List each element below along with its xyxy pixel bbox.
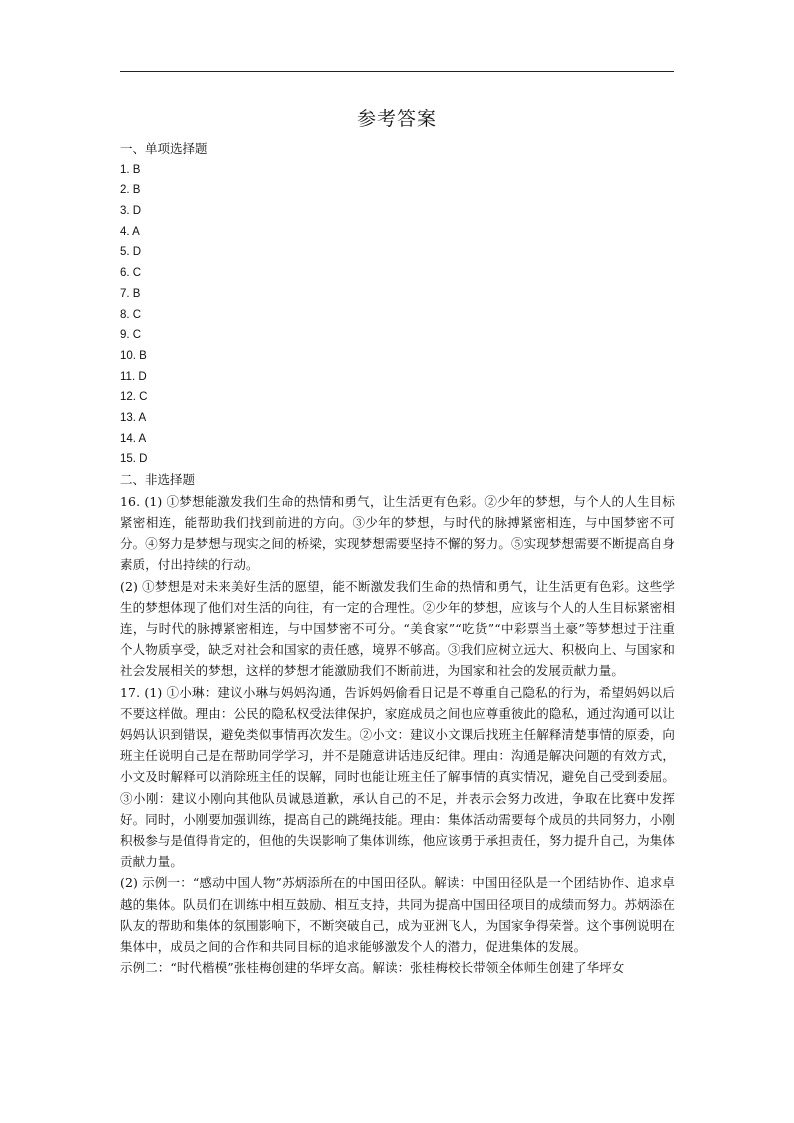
answer-paragraph-17-2-example-1: (2) 示例一：“感动中国人物”苏炳添所在的中国田径队。解读：中国田径队是一个团结协作、追求卓越的集体。队员们在训练中相互鼓励、相互支持，共同为提高中国田径项目的成绩而努力。苏炳添在队友的帮助和集体的氛围影响下，不断突破自己，成为亚洲飞人，为国家争得荣誉。这个事例说明在集体中，成员之间的合作和共同目标的追求能够激发个人的潜力，促进集体的发展。 [120, 875, 675, 954]
answer-content [120, 139, 675, 978]
section-heading-nonchoice: 二、非选择题 [120, 472, 196, 487]
choice-answer: 10. B [120, 349, 147, 362]
choice-answer: 12. C [120, 391, 148, 404]
choice-answer: 1. B [120, 163, 141, 176]
choice-answer-list [120, 160, 675, 470]
header-rule [120, 71, 674, 72]
choice-answer: 2. B [120, 184, 141, 197]
section-heading-choice: 一、单项选择题 [120, 141, 208, 156]
choice-answer: 13. A [120, 411, 147, 424]
choice-answer: 8. C [120, 308, 142, 321]
page-title: 参考答案 [356, 108, 437, 130]
choice-answer: 9. C [120, 329, 142, 342]
choice-answer: 6. C [120, 267, 142, 280]
choice-answer: 11. D [120, 370, 147, 383]
choice-answer: 15. D [120, 453, 148, 466]
nonchoice-answers [120, 491, 675, 979]
answer-paragraph-17-1: 17. (1) ①小琳：建议小琳与妈妈沟通，告诉妈妈偷看日记是不尊重自己隐私的行为，希望妈妈以后不要这样做。理由：公民的隐私权受法律保护，家庭成员之间也应尊重彼此的隐私，通过沟通可以让妈妈认识到错误，避免类似事情再次发生。②小文：建议小文课后找班主任解释清楚事情的原委，向班主任说明自己是在帮助同学学习，并不是随意讲话违反纪律。理由：沟通是解决问题的有效方式，小文及时解释可以消除班主任的误解，同时也能让班主任了解事情的真实情况，避免自己受到委屈。③小刚：建议小刚向其他队员诚恳道歉，承认自己的不足，并表示会努力改进，争取在比赛中发挥好。同时，小刚要加强训练，提高自己的跳绳技能。理由：集体活动需要每个成员的共同努力，小刚积极参与是值得肯定的，但他的失误影响了集体训练，他应该勇于承担责任，努力提升自己，为集体贡献力量。 [120, 684, 675, 870]
choice-answer: 3. D [120, 205, 142, 218]
answer-paragraph-16-2: (2) ①梦想是对未来美好生活的愿望，能不断激发我们生命的热情和勇气，让生活更有色彩。这些学生的梦想体现了他们对生活的向往，有一定的合理性。②少年的梦想，应该与个人的人生目标紧密相连，与时代的脉搏紧密相连，与中国梦密不可分。“美食家”“吃货”“中彩票当土豪”等梦想过于注重个人物质享受，缺乏对社会和国家的责任感，境界不够高。③我们应树立远大、积极向上、与国家和社会发展相关的梦想，这样的梦想才能激励我们不断前进，为国家和社会的发展贡献力量。 [120, 578, 675, 679]
choice-answer: 14. A [120, 432, 147, 445]
choice-answer: 4. A [120, 225, 140, 238]
choice-answer: 7. B [120, 287, 141, 300]
answer-paragraph-17-2-example-2: 示例二：“时代楷模”张桂梅创建的华坪女高。解读：张桂梅校长带领全体师生创建了华坪女 [120, 960, 625, 976]
answer-paragraph-16-1: 16. (1) ①梦想能激发我们生命的热情和勇气，让生活更有色彩。②少年的梦想，与个人的人生目标紧密相连，能帮助我们找到前进的方向。③少年的梦想，与时代的脉搏紧密相连，与中国梦密不可分。④努力是梦想与现实之间的桥梁，实现梦想需要坚持不懈的努力。⑤实现梦想需要不断提高自身素质，付出持续的行动。 [120, 493, 675, 573]
choice-answer: 5. D [120, 246, 142, 259]
